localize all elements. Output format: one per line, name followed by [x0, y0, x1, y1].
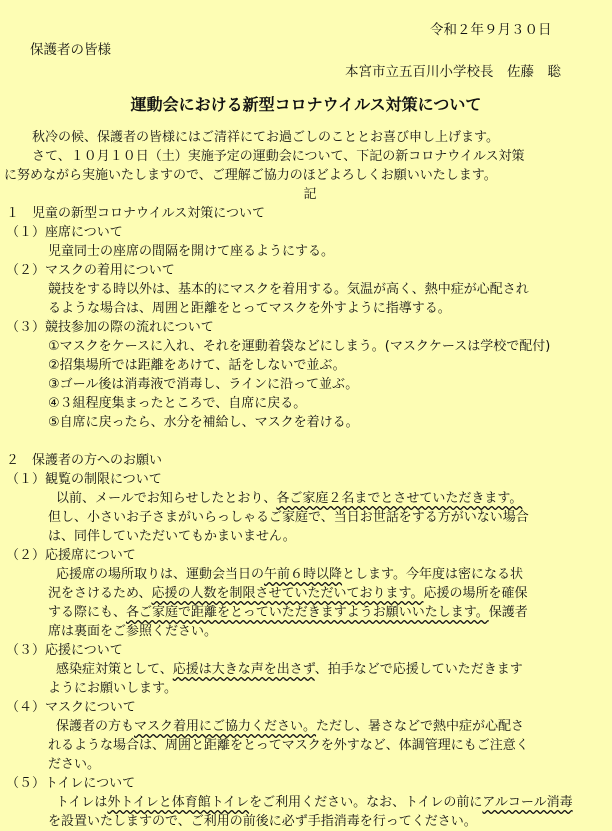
list-item: ④３組程度集まったところで、自席に戻る。 [48, 396, 307, 411]
paragraph-line: 但し、小さいお子さまがいらっしゃるご家庭で、当日お世話をする方がいない場合 [48, 510, 529, 525]
issue-date: 令和２年９月３０日 [430, 22, 552, 38]
spacer [0, 432, 612, 451]
document-title: 運動会における新型コロナウイルス対策について [130, 95, 482, 114]
emphasis: 応援の人数を制限させていただいております。 [151, 586, 424, 601]
paragraph-line: を設置いたしますので、ご利用の前後に必ず手指消毒を行ってください。 [48, 814, 477, 829]
section-heading: １ 児童の新型コロナウイルス対策について [6, 206, 265, 221]
subsection-heading: （２）マスクの着用について [6, 263, 175, 278]
emphasis: アルコール消毒 [482, 795, 573, 810]
subsection-heading: （５）トイレについて [6, 776, 136, 791]
emphasis: 応援は大きな声を出さず [172, 662, 315, 677]
ki-marker: 記 [303, 187, 317, 202]
paragraph-line: する際にも、各ご家庭で距離をとっていただきますようお願いいたします。保護者 [48, 605, 528, 620]
paragraph-line: 保護者の方もマスク着用にご協力ください。ただし、暑さなどで熱中症が心配さ [56, 719, 525, 734]
subsection-heading: （３）競技参加の際の流れについて [6, 320, 214, 335]
intro-line: さて、１０月１０日（土）実施予定の運動会について、下記の新コロナウイルス対策 [32, 149, 525, 164]
subsection-heading: （４）マスクについて [6, 700, 136, 715]
intro-line: 秋冷の候、保護者の皆様にはご清祥にてお過ごしのこととお喜び申し上げます。 [32, 130, 499, 145]
paragraph-line: 競技をする時以外は、基本的にマスクを着用する。気温が高く、熱中症が心配され [48, 282, 529, 297]
section-heading: ２ 保護者の方へのお願い [6, 453, 163, 468]
emphasis: マスク着用にご協力ください。 [134, 719, 317, 734]
paragraph-line: るような場合は、周囲と距離をとってマスクを外すように指導する。 [48, 301, 451, 316]
paragraph-line: 感染症対策として、応援は大きな声を出さず、拍手などで応援していただきます [56, 662, 523, 677]
document-body [0, 128, 612, 831]
recipient: 保護者の皆様 [30, 42, 111, 58]
paragraph-line: 席は裏面をご参照ください。 [48, 624, 218, 639]
paragraph-line: 以前、メールでお知らせしたとおり、各ご家庭２名までとさせていただきます。 [56, 491, 523, 506]
list-item: ①マスクをケースに入れ、それを運動着袋などにしまう。(マスクケースは学校で配付) [48, 339, 551, 354]
subsection-heading: （１）座席について [6, 225, 123, 240]
subsection-heading: （２）応援席について [6, 548, 136, 563]
emphasis: 各ご家庭で距離をとっていただきますようお願いいたします。 [126, 605, 489, 620]
sender: 本宮市立五百川小学校長 佐藤 聡 [345, 64, 561, 80]
list-item: ③ゴール後は消毒液で消毒し、ラインに沿って並ぶ。 [48, 377, 359, 392]
paragraph-line: 況をさけるため、応援の人数を制限させていただいております。応援の場所を確保 [48, 586, 528, 601]
emphasis: 各ご家庭２名までとさせていただきます。 [276, 491, 523, 506]
paragraph-line: ださい。 [48, 757, 101, 772]
list-item: ⑤自席に戻ったら、水分を補給し、マスクを着ける。 [48, 415, 359, 430]
paragraph-line: 児童同士の座席の間隔を開けて座るようにする。 [48, 244, 335, 259]
emphasis: 午前６時以降 [264, 567, 343, 582]
list-item: ②招集場所では距離をあけて、話をしないで並ぶ。 [48, 358, 346, 373]
paragraph-line: は、同伴していただいてもかまいません。 [48, 529, 296, 544]
emphasis: 外トイレと体育館トイレ [107, 795, 250, 810]
intro-line: に努めながら実施いたしますので、ご理解ご協力のほどよろしくお願いいたします。 [4, 168, 497, 183]
paragraph-line: ようにお願いします。 [48, 681, 177, 696]
subsection-heading: （１）観覧の制限について [6, 472, 162, 487]
paragraph-line: トイレは外トイレと体育館トイレをご利用ください。なお、トイレの前にアルコール消毒 [56, 795, 573, 810]
paragraph-line: 応援席の場所取りは、運動会当日の午前６時以降とします。今年度は密になる状 [56, 567, 523, 582]
subsection-heading: （３）応援について [6, 643, 123, 658]
paragraph-line: れるような場合は、周囲と距離をとってマスクを外すなど、体調管理にもご注意く [48, 738, 529, 753]
